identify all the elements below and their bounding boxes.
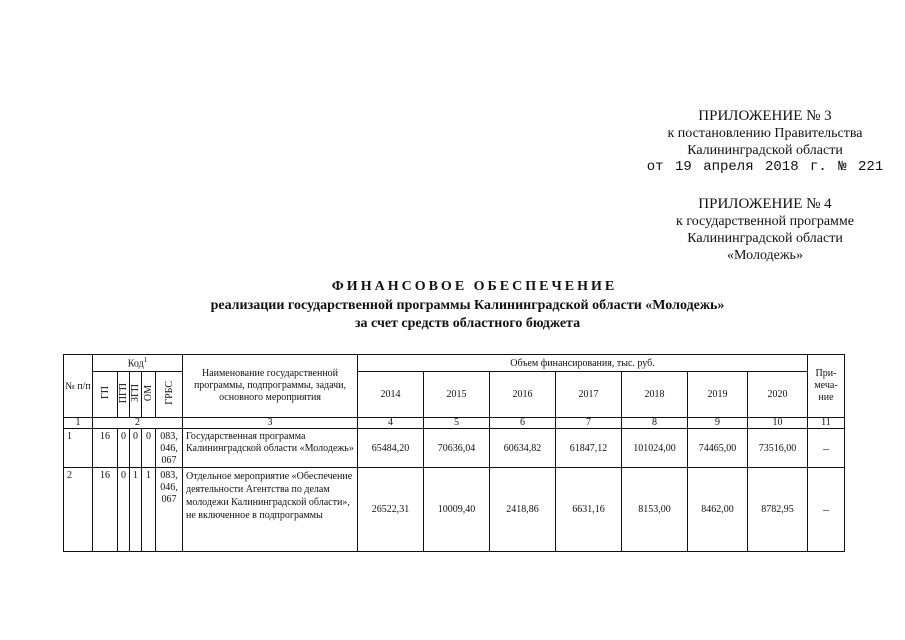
row-grbs-label: 083, 046, 067 — [160, 470, 178, 505]
row-value-2016: 2418,86 — [490, 468, 556, 552]
row-value-2017: 6631,16 — [556, 468, 622, 552]
document-subtitle-2: за счет средств областного бюджета — [354, 316, 581, 331]
header-num: № п/п — [64, 355, 93, 418]
appendix-3-date: от 19 апреля 2018 г. № 221 — [646, 159, 884, 175]
row-note: – — [808, 429, 845, 468]
header-year-2016: 2016 — [490, 372, 556, 418]
row-num: 1 — [64, 429, 93, 468]
row-zgp: 1 — [130, 468, 142, 552]
appendix-4-title: ПРИЛОЖЕНИЕ № 4 — [698, 196, 832, 212]
header-code-om-label: ОМ — [143, 384, 154, 402]
row-name: Отдельное мероприятие «Обеспечение деятельности Агентства по делам молодежи Калининградской области», не включенное в подпрограммы — [183, 468, 358, 552]
row-value-2018: 101024,00 — [622, 429, 688, 468]
document-title: ФИНАНСОВОЕ ОБЕСПЕЧЕНИЕ — [331, 279, 618, 294]
header-code-footnote: 1 — [143, 356, 148, 365]
header-code-zgp — [130, 372, 142, 418]
header-code-pgp — [118, 372, 130, 418]
row-zgp: 0 — [130, 429, 142, 468]
header-code-zgp-label: ЗГП — [130, 383, 141, 402]
row-value-2014: 26522,31 — [358, 468, 424, 552]
document-subtitle-1: реализации государственной программы Калининградской области «Молодежь» — [210, 298, 725, 313]
appendix-4-line2: Калининградской области — [687, 231, 843, 246]
appendix-3-block — [640, 108, 890, 176]
header-year-2019: 2019 — [688, 372, 748, 418]
header-name: Наименование государственной программы, подпрограммы, задачи, основного мероприятия — [183, 355, 358, 418]
index-cell: 2 — [93, 418, 183, 429]
row-grbs — [156, 429, 183, 468]
row-grbs — [156, 468, 183, 552]
row-pgp: 0 — [118, 429, 130, 468]
appendix-3-line1: к постановлению Правительства — [667, 126, 863, 141]
index-cell: 9 — [688, 418, 748, 429]
row-value-2018: 8153,00 — [622, 468, 688, 552]
row-name: Государственная программа Калининградской области «Молодежь» — [183, 429, 358, 468]
index-row — [64, 418, 845, 429]
row-om: 0 — [142, 429, 156, 468]
funding-table — [63, 354, 845, 552]
row-gp: 16 — [93, 429, 118, 468]
index-cell: 11 — [808, 418, 845, 429]
row-value-2020: 73516,00 — [748, 429, 808, 468]
table-row — [64, 429, 845, 468]
header-year-2018: 2018 — [622, 372, 688, 418]
row-note: – — [808, 468, 845, 552]
header-funding: Объем финансирования, тыс. руб. — [358, 355, 808, 372]
row-value-2015: 10009,40 — [424, 468, 490, 552]
row-value-2015: 70636,04 — [424, 429, 490, 468]
row-value-2019: 74465,00 — [688, 429, 748, 468]
header-note-label: При- меча- ние — [814, 368, 838, 403]
row-om: 1 — [142, 468, 156, 552]
header-year-2017: 2017 — [556, 372, 622, 418]
row-num: 2 — [64, 468, 93, 552]
appendix-4-line3: «Молодежь» — [727, 248, 803, 263]
appendix-4-block — [640, 196, 890, 264]
appendix-3-title: ПРИЛОЖЕНИЕ № 3 — [698, 108, 832, 124]
index-cell: 5 — [424, 418, 490, 429]
index-cell: 10 — [748, 418, 808, 429]
header-code-grbs-label: ГРБС — [163, 381, 175, 405]
header-year-2020: 2020 — [748, 372, 808, 418]
row-grbs-label: 083, 046, 067 — [160, 431, 178, 466]
table-row — [64, 468, 845, 552]
header-code-pgp-label: ПГП — [118, 382, 129, 404]
index-cell: 4 — [358, 418, 424, 429]
header-code-grbs — [156, 372, 183, 418]
header-code-gp-label: ГП — [99, 386, 111, 400]
row-value-2017: 61847,12 — [556, 429, 622, 468]
index-cell: 7 — [556, 418, 622, 429]
row-value-2020: 8782,95 — [748, 468, 808, 552]
row-gp: 16 — [93, 468, 118, 552]
header-note — [808, 355, 845, 418]
header-year-2015: 2015 — [424, 372, 490, 418]
index-cell: 8 — [622, 418, 688, 429]
header-code-gp — [93, 372, 118, 418]
index-cell: 3 — [183, 418, 358, 429]
header-code-om — [142, 372, 156, 418]
header-year-2014: 2014 — [358, 372, 424, 418]
header-code-label: Код — [127, 358, 144, 370]
row-value-2014: 65484,20 — [358, 429, 424, 468]
appendix-3-line2: Калининградской области — [687, 143, 843, 158]
row-value-2019: 8462,00 — [688, 468, 748, 552]
appendix-4-line1: к государственной программе — [676, 214, 854, 229]
row-value-2016: 60634,82 — [490, 429, 556, 468]
index-cell: 6 — [490, 418, 556, 429]
row-pgp: 0 — [118, 468, 130, 552]
index-cell: 1 — [64, 418, 93, 429]
header-code — [93, 355, 183, 372]
